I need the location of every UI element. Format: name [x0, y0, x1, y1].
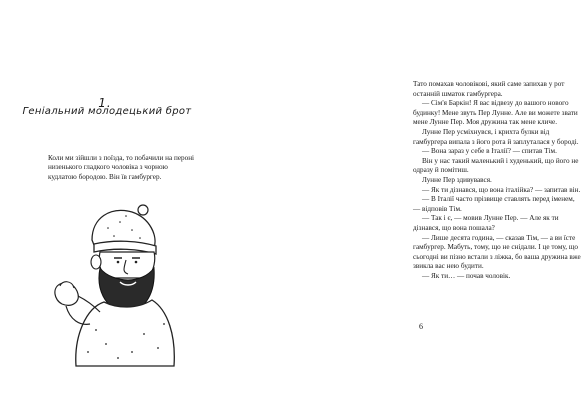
bearded-man-illustration [40, 196, 180, 366]
paragraph: Лунне Пер здивувався. [422, 175, 492, 184]
paragraph: Лунне Пер усміхнувся, і крихта булки від гамбургера випала з його рота й заплуталася у бороді. [413, 127, 579, 146]
paragraph: — В Італії часто прізвище ставлять перед іменем, — відповів Тім. [413, 195, 575, 213]
paragraph: Тато помахав чоловікові, який саме запихав у рот останній шматок гамбургера. [413, 80, 565, 98]
paragraph: — Сім'я Баркін! Я вас відвезу до вашого нового будинку! Мене звуть Пер Лунне. Але ви можете звати мене Лунне Пер. Моя дружина так мене кличе. [413, 99, 578, 127]
chapter-title: Геніальний молодецький брот [22, 106, 192, 117]
paragraph: Він у нас такий маленький і худенький, що його не одразу й помітиш. [413, 156, 579, 175]
page-number: 6 [419, 322, 423, 331]
paragraph: — Лише десята година, — сказав Тім, — а ви їсте гамбургер. Мабуть, тому, що не снідали. І це тому, що сьогодні ви пізно встали з ліжка, бо ваша дружина вже звикла вас нею будити. [413, 233, 581, 271]
chapter-number: 1. [98, 96, 112, 110]
paragraph: — Так і є, — мовив Лунне Пер. — Але як ти дізнався, що вона пошала? [413, 214, 559, 232]
opening-paragraph: Коли ми зійшли з поїзда, то побачили на пероні низенького гладкого чоловіка з чорною кудлатою бородою. Він їв гамбургер. [48, 154, 195, 181]
paragraph: — Вона зараз у себе в Італії? — спитав Тім. [422, 147, 557, 156]
right-page [200, 0, 581, 400]
story-text [413, 80, 583, 281]
paragraph: — Як ти… — почав чоловік. [422, 271, 511, 280]
paragraph: — Як ти дізнався, що вона італійка? — запитав він. [422, 185, 581, 194]
left-page [0, 0, 200, 400]
